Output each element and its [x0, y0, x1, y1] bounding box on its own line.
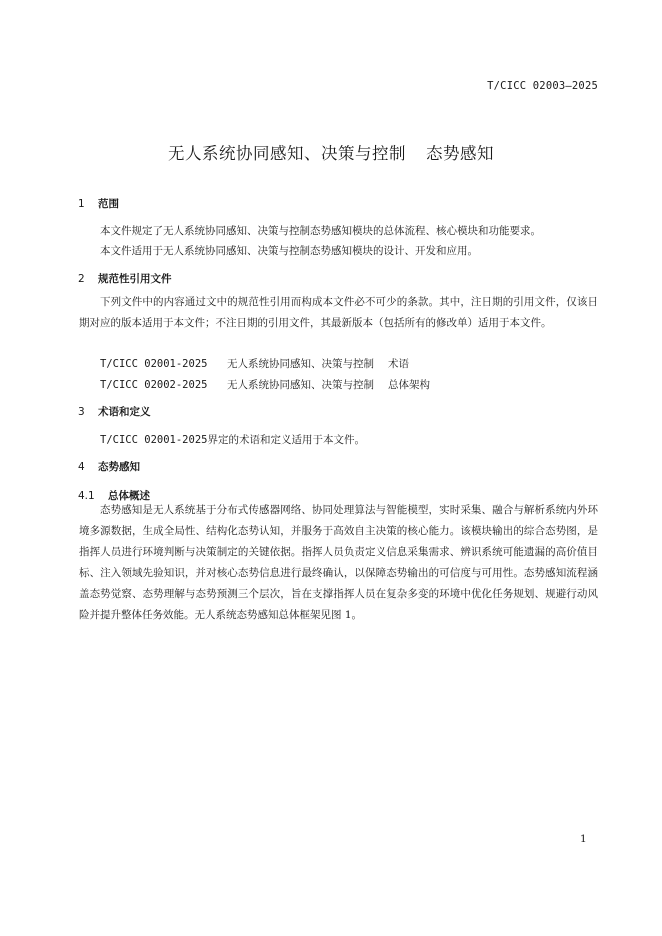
reference-item	[100, 356, 409, 371]
section-number: 4.1	[78, 490, 95, 502]
terms-reference-code: T/CICC 02001-2025	[100, 434, 208, 446]
section-1-heading	[78, 196, 119, 211]
reference-subtitle: 术语	[388, 358, 409, 370]
scope-paragraph-2: 本文件适用于无人系统协同感知、决策与控制态势感知模块的设计、开发和应用。	[100, 245, 478, 257]
reference-item	[100, 377, 430, 392]
page-number: 1	[580, 833, 587, 845]
section-number: 4	[78, 461, 85, 473]
section-number: 2	[78, 273, 85, 285]
scope-paragraph-1: 本文件规定了无人系统协同感知、决策与控制态势感知模块的总体流程、核心模块和功能要求。	[100, 225, 541, 237]
document-code: T/CICC 02003—2025	[487, 80, 598, 92]
document-title	[0, 140, 662, 164]
reference-title: 无人系统协同感知、决策与控制	[227, 379, 374, 391]
reference-code: T/CICC 02002-2025	[100, 379, 208, 391]
terms-paragraph	[100, 432, 365, 447]
section-2-heading	[78, 271, 172, 286]
section-title: 总体概述	[108, 490, 150, 502]
terms-text: 界定的术语和定义适用于本文件。	[207, 434, 365, 446]
normative-intro: 下列文件中的内容通过文中的规范性引用而构成本文件必不可少的条款。其中，注日期的引用文件，仅该日期对应的版本适用于本文件；不注日期的引用文件，其最新版本（包括所有的修改单）适用于本文件。	[79, 296, 598, 329]
section-title: 态势感知	[98, 461, 140, 473]
section-title: 术语和定义	[98, 406, 151, 418]
section-number: 1	[78, 198, 85, 210]
reference-code: T/CICC 02001-2025	[100, 358, 208, 370]
document-title-main: 无人系统协同感知、决策与控制	[168, 144, 406, 163]
section-number: 3	[78, 406, 85, 418]
section-title: 规范性引用文件	[98, 273, 172, 285]
document-title-sub: 态势感知	[426, 144, 494, 163]
reference-title: 无人系统协同感知、决策与控制	[227, 358, 374, 370]
section-title: 范围	[98, 198, 119, 210]
section-3-heading	[78, 404, 151, 419]
section-4-heading	[78, 459, 140, 474]
overview-paragraph: 态势感知是无人系统基于分布式传感器网络、协同处理算法与智能模型，实时采集、融合与解析系统内外环境多源数据，生成全局性、结构化态势认知，并服务于高效自主决策的核心能力。该模块输出的综合态势图，是指挥人员进行环境判断与决策制定的关键依据。指挥人员负责定义信息采集需求、辨识系统可能遗漏的高价值目标、注入领域先验知识，并对核心态势信息进行最终确认，以保障态势输出的可信度与可用性。态势感知流程涵盖态势觉察、态势理解与态势预测三个层次，旨在支撑指挥人员在复杂多变的环境中优化任务规划、规避行动风险并提升整体任务效能。无人系统态势感知总体框架见图 1。	[79, 504, 598, 621]
reference-subtitle: 总体架构	[388, 379, 430, 391]
